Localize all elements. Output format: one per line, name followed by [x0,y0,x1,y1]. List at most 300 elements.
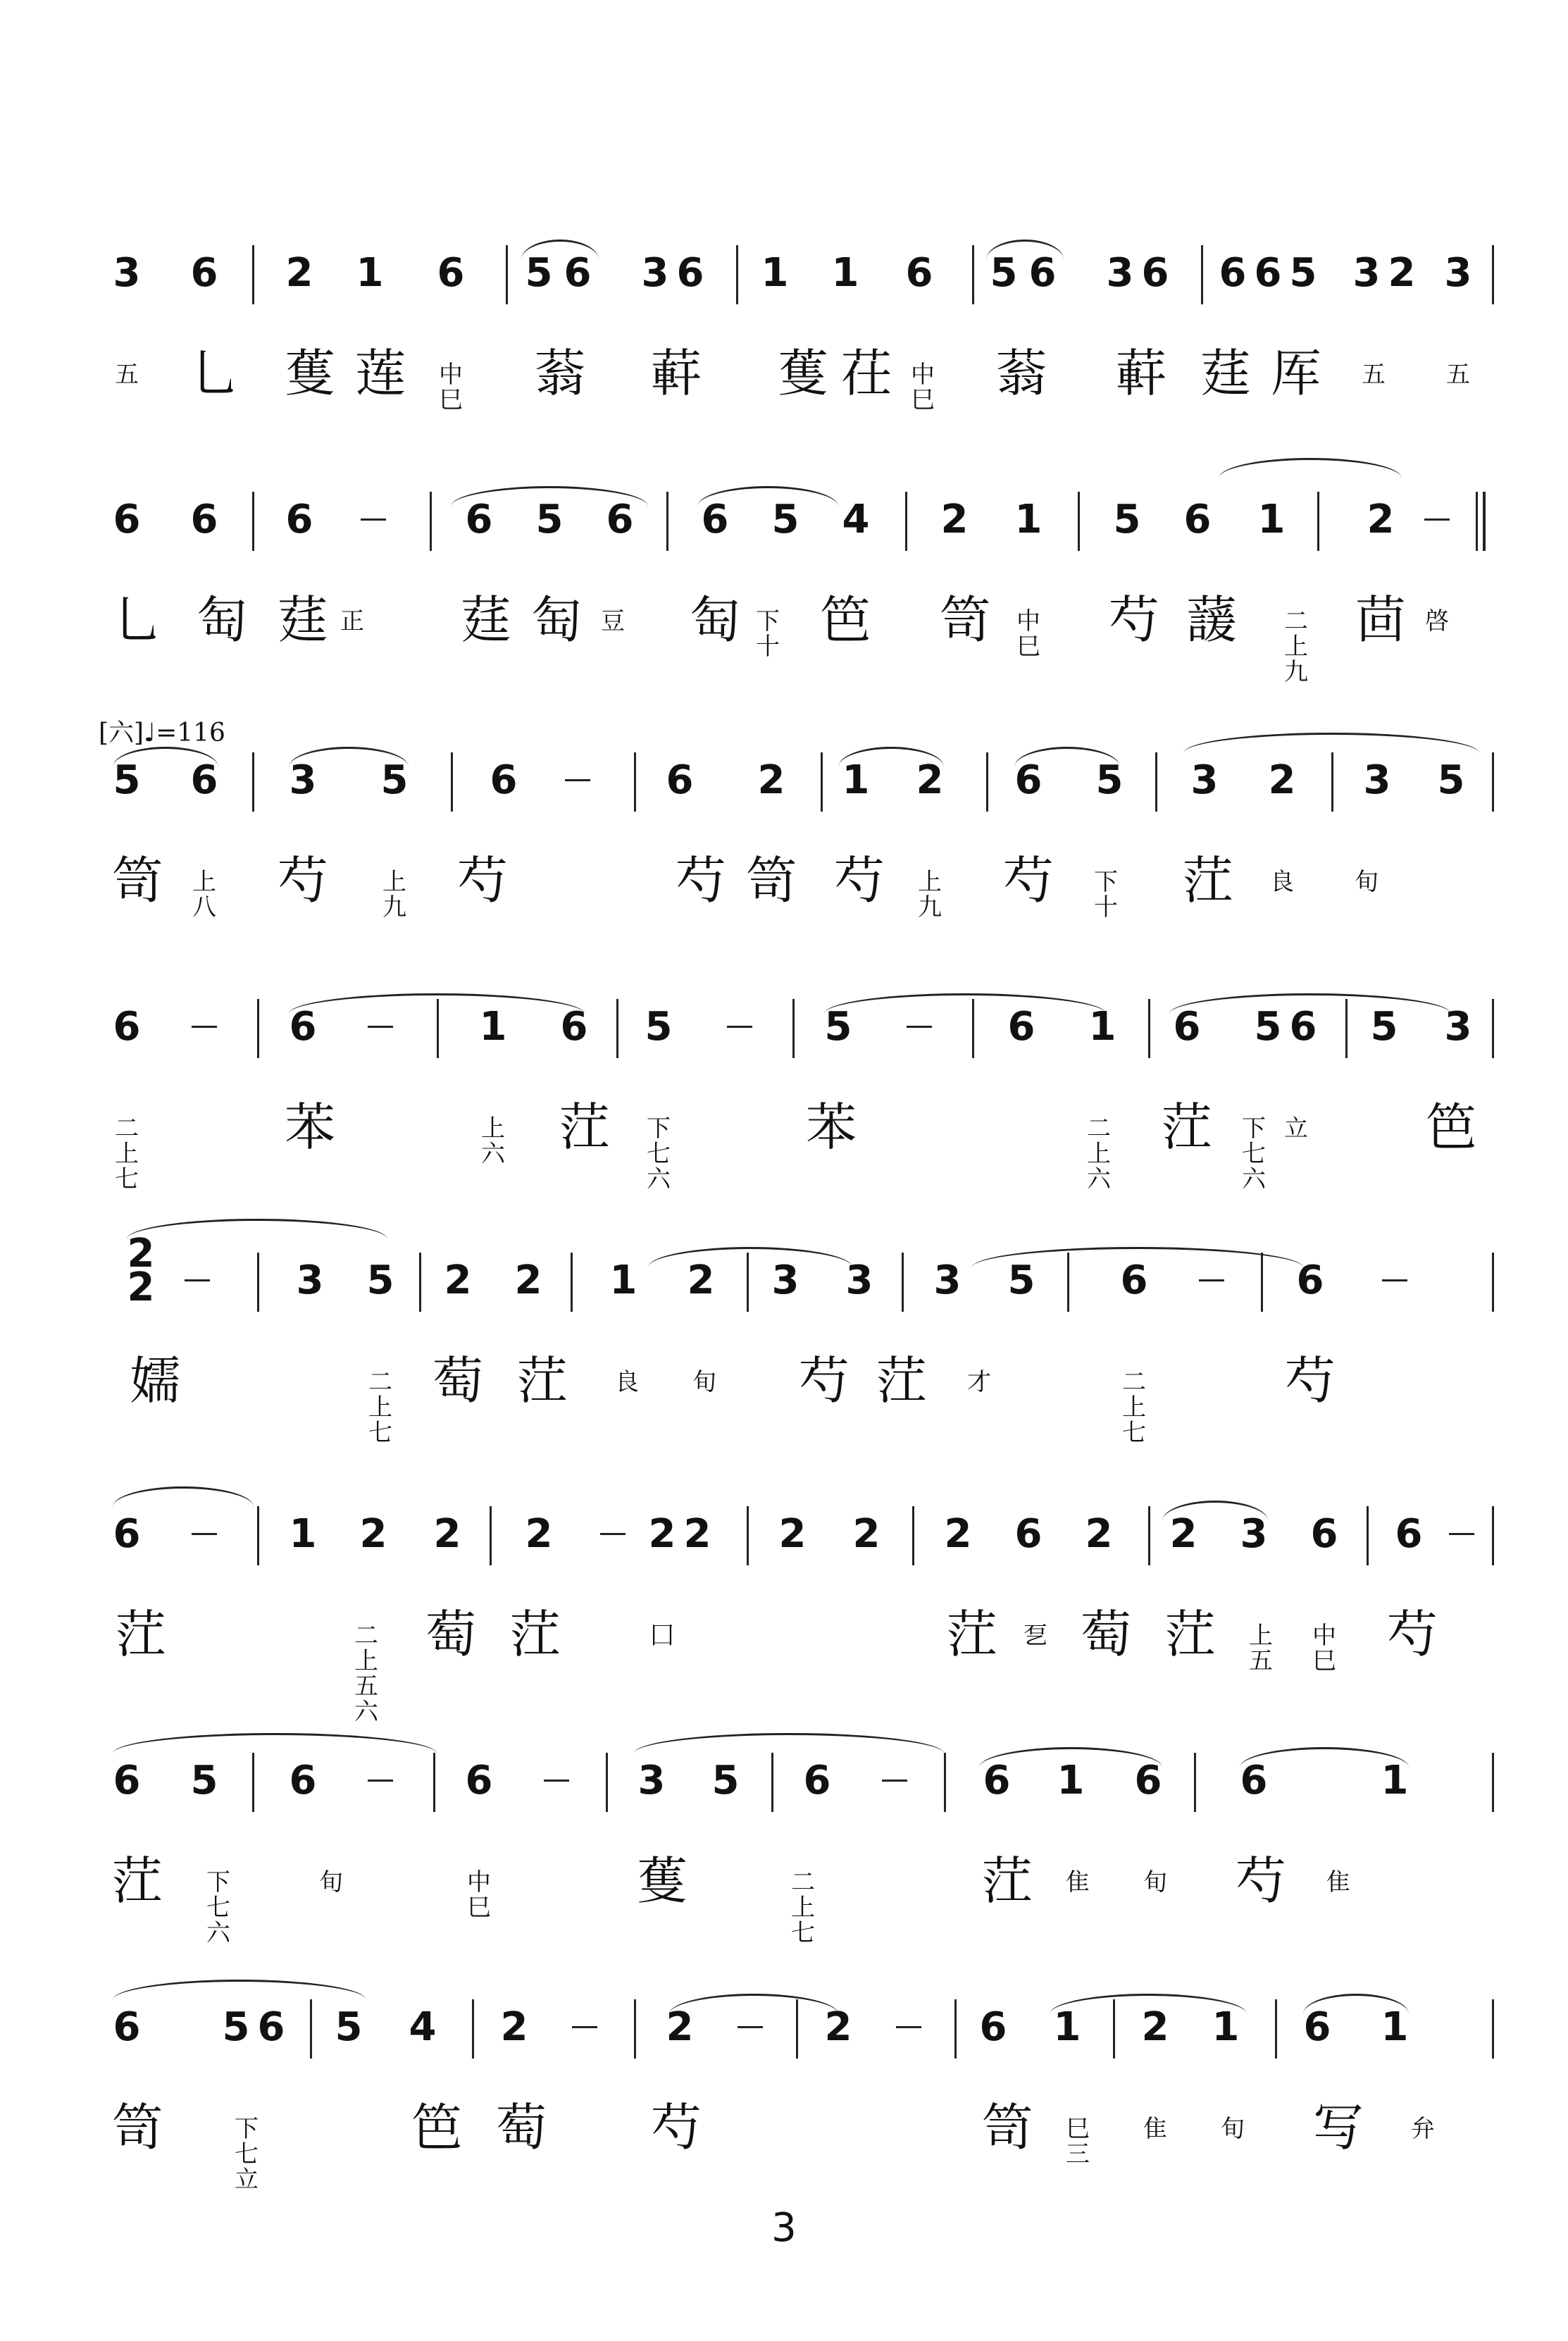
tab-char: 匋 [196,590,247,650]
tab-char: 弁 [1411,2115,1435,2143]
note: 1 [1053,2004,1081,2050]
note: 3 [1352,250,1381,296]
barline [430,492,432,551]
note: 6 [1240,1758,1268,1803]
dash [738,2026,763,2028]
dash [882,1780,907,1782]
tab-char: 莛 [277,590,328,650]
note: 6 [606,497,634,542]
tab-char: 乚 [189,344,240,403]
tab-char: 莛 [1200,344,1251,403]
slur [1240,1747,1409,1768]
tab-char: 苯 [805,1098,857,1157]
note: 6 [289,1758,317,1803]
barline [472,1999,474,2059]
slur [972,1247,1303,1267]
note: 3 [113,250,141,296]
note: 1 [831,250,859,296]
dash [1424,519,1450,521]
tab-char: 旬 [1143,1868,1167,1896]
slur [1303,1994,1409,2014]
note: 6 [1254,250,1282,296]
slur [1169,993,1451,1014]
barline [1194,1753,1196,1812]
note: 4 [409,2004,437,2050]
barline [606,1753,608,1812]
notation-row [99,240,1493,317]
barline [257,1253,259,1312]
tab-char: 乚 [111,590,163,650]
tab-char: 中巳 [911,361,935,414]
slur [521,240,599,260]
tab-char: 写 [1312,2098,1364,2157]
tab-char: 中巳 [439,361,463,414]
slur [289,993,585,1014]
note: 5 [1437,757,1465,803]
note: 2 [916,757,944,803]
note: 6 [1028,250,1057,296]
note: 6 [1007,1004,1035,1050]
note: 3 [1106,250,1134,296]
tab-char: 下十 [1094,868,1118,921]
note: 5 [1254,1004,1282,1050]
barline [1492,752,1494,812]
barline [571,1253,573,1312]
tablature-row [99,578,1493,686]
barline [310,1999,312,2059]
barline [666,492,668,551]
tab-char: 莛 [460,590,511,650]
note: 2 [757,757,785,803]
barline [986,752,988,812]
note: 1 [1381,1758,1409,1803]
barline [821,752,823,812]
note: 3 [1190,757,1219,803]
slur [979,1747,1162,1768]
tab-char: 下七六 [1242,1114,1266,1193]
tab-char: 上九 [382,868,406,921]
slur [1014,747,1120,767]
tablature-row [99,1839,1493,1947]
page-number: 3 [771,2205,797,2251]
tab-char: 巳三 [1066,2115,1090,2168]
tab-char: 蓒 [650,344,702,403]
note: 5 [1095,757,1124,803]
tab-char: 茌 [840,344,892,403]
note: 2 [1085,1511,1113,1557]
note: 1 [356,250,384,296]
barline [252,245,254,304]
note: 6 [465,497,493,542]
tab-char: 笥 [981,2098,1033,2157]
note: 5 [190,1758,218,1803]
note: 3 [1240,1511,1268,1557]
note: 5 [366,1258,394,1303]
tab-char: 茳 [1182,851,1233,910]
tab-char: 茳 [509,1605,561,1664]
tab-char: 茳 [559,1098,610,1157]
tab-char: 芍 [456,851,508,910]
barline [1331,752,1333,812]
tab-char: 茳 [516,1351,568,1410]
tab-char: 莲 [354,344,406,403]
tab-char: 匋 [530,590,582,650]
tab-char: 豆 [601,607,625,635]
note: 2 [500,2004,528,2050]
note: 6 [113,1004,141,1050]
barline [1275,1999,1277,2059]
barline [972,245,974,304]
slur [697,486,838,507]
barline [1492,245,1494,304]
barline [252,492,254,551]
note: 5 [1370,1004,1398,1050]
note: 6 [1173,1004,1201,1050]
note: 1 [1257,497,1286,542]
note: 5 [1289,250,1317,296]
note: 6 [190,757,218,803]
dash [185,1279,210,1281]
barline [954,1999,957,2059]
dash [368,1026,393,1028]
barline [1492,1999,1494,2059]
note: 6 [1134,1758,1162,1803]
dash [1449,1533,1474,1535]
note: 3 [1363,757,1391,803]
note: 6 [113,1511,141,1557]
note: 5 [711,1758,740,1803]
tab-char: 萄 [432,1351,483,1410]
barline [902,1253,904,1312]
tab-char: 良 [615,1368,639,1396]
tablature-row [99,2085,1493,2194]
note: 1 [609,1258,637,1303]
tab-char: 芍 [798,1351,850,1410]
tab-char: 萄 [495,2098,547,2157]
note: 5 [1007,1258,1035,1303]
barline [792,999,795,1058]
barline [419,1253,421,1312]
note: 5 [535,497,564,542]
note: 5 [380,757,409,803]
tab-char: 正 [340,607,364,635]
note: 2 [944,1511,972,1557]
tab-char: 隹 [1066,1868,1090,1896]
tab-char: 五 [115,361,139,389]
note: 6 [1289,1004,1317,1050]
tab-char: 中巳 [467,1868,491,1922]
notation-row [99,1501,1493,1578]
note: 3 [641,250,669,296]
barline [905,492,907,551]
tab-char: 上八 [192,868,216,921]
tab-char: 隹 [1143,2115,1167,2143]
note: 6 [701,497,729,542]
tab-char: 下七立 [235,2115,259,2194]
dash [907,1026,932,1028]
note: 2 [1268,757,1296,803]
tab-char: 上六 [481,1114,505,1168]
note: 1 [1381,2004,1409,2050]
barline [252,1753,254,1812]
slur [451,486,648,507]
note: 5 [222,2004,250,2050]
note: 1 [1212,2004,1240,2050]
slur [289,747,409,767]
tab-char: 蒦 [284,344,335,403]
barline [771,1753,773,1812]
score-system-8 [99,1994,1493,2205]
tab-char: 茳 [876,1351,927,1410]
note: 6 [1120,1258,1148,1303]
score-system-3 [99,747,1493,958]
tab-char: 蓒 [1115,344,1166,403]
tab-char: 下七六 [206,1868,230,1947]
tab-char: 笆 [411,2098,462,2157]
note: 6 [190,497,218,542]
tab-char: 芍 [1235,1851,1286,1911]
tab-char: 芍 [1002,851,1054,910]
notation-row [99,993,1493,1071]
barline [736,245,738,304]
slur [113,1486,254,1507]
tab-char: 旬 [1221,2115,1245,2143]
note: 6 [1014,757,1043,803]
note: 2 [687,1258,715,1303]
score-system-1 [99,240,1493,451]
note: 6 [1183,497,1212,542]
note: 5 [335,2004,363,2050]
tab-char: 五 [1362,361,1386,389]
dash [192,1533,217,1535]
tab-char: 蘐 [1186,590,1237,650]
note: 3 [845,1258,873,1303]
tab-char: 萄 [425,1605,476,1664]
note: 5 [771,497,799,542]
tab-char: 萄 [1080,1605,1131,1664]
note: 6 [1303,2004,1331,2050]
tablature-row [99,838,1493,937]
tab-char: 芍 [1386,1605,1438,1664]
tab-char: 笥 [111,851,163,910]
note: 3 [289,757,317,803]
slur [838,747,944,767]
notation-row [99,1231,1493,1324]
slur [113,747,218,767]
note: 6 [676,250,704,296]
score-system-5 [99,1231,1493,1458]
barline [944,1753,946,1812]
tab-char: 下十 [756,607,780,661]
note: 6 [1310,1511,1338,1557]
dash [572,2026,597,2028]
note: 5 [645,1004,673,1050]
note: 6 [666,757,694,803]
slur [1219,458,1402,478]
tab-char: 二上七 [115,1114,139,1193]
note: 2 [683,1511,711,1557]
tab-char: 茳 [946,1605,997,1664]
tab-char: 中巳 [1312,1622,1336,1675]
tab-char: 蓊 [995,344,1047,403]
dash [565,779,590,781]
tab-char: 上五 [1249,1622,1273,1675]
tab-char: 茳 [115,1605,166,1664]
tab-char: 匋 [689,590,740,650]
note: 6 [190,250,218,296]
note: 2 [648,1511,676,1557]
dash [1199,1279,1224,1281]
note: 2 [444,1258,472,1303]
note: 1 [289,1511,317,1557]
tab-char: 芍 [675,851,726,910]
note: 4 [842,497,870,542]
slur [634,1733,944,1753]
note: 3 [771,1258,799,1303]
barline [433,1753,435,1812]
section-tempo-marker: [六]♩=116 [99,719,225,747]
tab-char: 茳 [1161,1098,1212,1157]
note: 6 [1014,1511,1043,1557]
tab-char: 才 [967,1368,991,1396]
tab-char: 中巳 [1016,607,1040,661]
note: 6 [1141,250,1169,296]
tab-char: 蓊 [534,344,585,403]
note: 6 [905,250,933,296]
tab-char: 二上九 [1284,607,1308,686]
tab-char: 芍 [833,851,885,910]
barline [1492,1506,1494,1565]
note: 2 [1388,250,1416,296]
note: 1 [1014,497,1043,542]
slur [1183,733,1479,753]
note: 2 [127,1231,155,1277]
tab-char: 下七六 [647,1114,671,1193]
tablature-row [99,1339,1493,1447]
note: 3 [1444,250,1472,296]
slur [669,1994,838,2014]
note: 5 [113,757,141,803]
note: 6 [113,2004,141,2050]
note: 6 [1219,250,1247,296]
barline [634,1999,636,2059]
note: 2 [852,1511,881,1557]
tab-char: 乭 [1023,1622,1047,1650]
notation-row [99,1994,1493,2071]
dash [361,519,386,521]
tablature-row [99,331,1493,430]
tab-char: 啓 [1425,607,1449,635]
barline [257,1506,259,1565]
note: 2 [666,2004,694,2050]
barline [506,245,508,304]
note: 6 [465,1758,493,1803]
note: 1 [761,250,789,296]
barline [1492,1753,1494,1812]
notation-row [99,747,1493,824]
note: 2 [525,1511,553,1557]
dash [368,1780,393,1782]
slur [127,1219,387,1239]
note: 3 [296,1258,324,1303]
note: 1 [479,1004,507,1050]
tab-char: 笥 [745,851,797,910]
dash [544,1780,569,1782]
slur [824,993,1106,1014]
score-system-4 [99,993,1493,1205]
tab-char: 二上七 [368,1368,392,1447]
notation-row [99,1747,1493,1825]
barline [1367,1506,1369,1565]
note: 5 [525,250,553,296]
barline [1078,492,1080,551]
score-system-2 [99,486,1493,697]
tab-char: 苯 [284,1098,335,1157]
note: 3 [933,1258,962,1303]
note: 2 [1169,1511,1197,1557]
barline [1492,1253,1494,1312]
barline [634,752,636,812]
tab-char: 芍 [1284,1351,1336,1410]
note: 2 [359,1511,387,1557]
tab-char: 囗 [650,1622,674,1650]
tab-char: 二上七 [1122,1368,1146,1447]
barline [616,999,618,1058]
notation-row [99,486,1493,564]
barline [747,1506,749,1565]
note: 2 [824,2004,852,2050]
note: 6 [257,2004,285,2050]
note: 6 [803,1758,831,1803]
note: 6 [437,250,465,296]
tab-char: 嬬 [129,1351,180,1410]
tab-char: 芍 [1108,590,1159,650]
note: 6 [1296,1258,1324,1303]
barline [1148,999,1150,1058]
barline [257,999,259,1058]
note: 5 [990,250,1018,296]
note: 6 [289,1004,317,1050]
dash [1382,1279,1407,1281]
dash [192,1026,217,1028]
barline [490,1506,492,1565]
note: 3 [1444,1004,1472,1050]
note: 6 [560,1004,588,1050]
tab-char: 笆 [1425,1098,1476,1157]
note: 6 [564,250,592,296]
tab-char: 旬 [692,1368,716,1396]
slur [986,240,1064,260]
tablature-row [99,1085,1493,1193]
slur [1050,1994,1247,2014]
tablature-row [99,1592,1493,1726]
note: 5 [824,1004,852,1050]
tab-char: 良 [1270,868,1294,896]
tab-char: 芍 [650,2098,702,2157]
dash [896,2026,921,2028]
tab-char: 五 [1446,361,1470,389]
note: 6 [979,2004,1007,2050]
tab-char: 蒦 [777,344,828,403]
note: 2 [514,1258,542,1303]
slur [648,1247,852,1267]
barline [1148,1506,1150,1565]
tab-char: 茳 [981,1851,1033,1911]
barline [1201,245,1203,304]
double-barline [1476,492,1478,551]
note: 3 [637,1758,666,1803]
barline [252,752,254,812]
